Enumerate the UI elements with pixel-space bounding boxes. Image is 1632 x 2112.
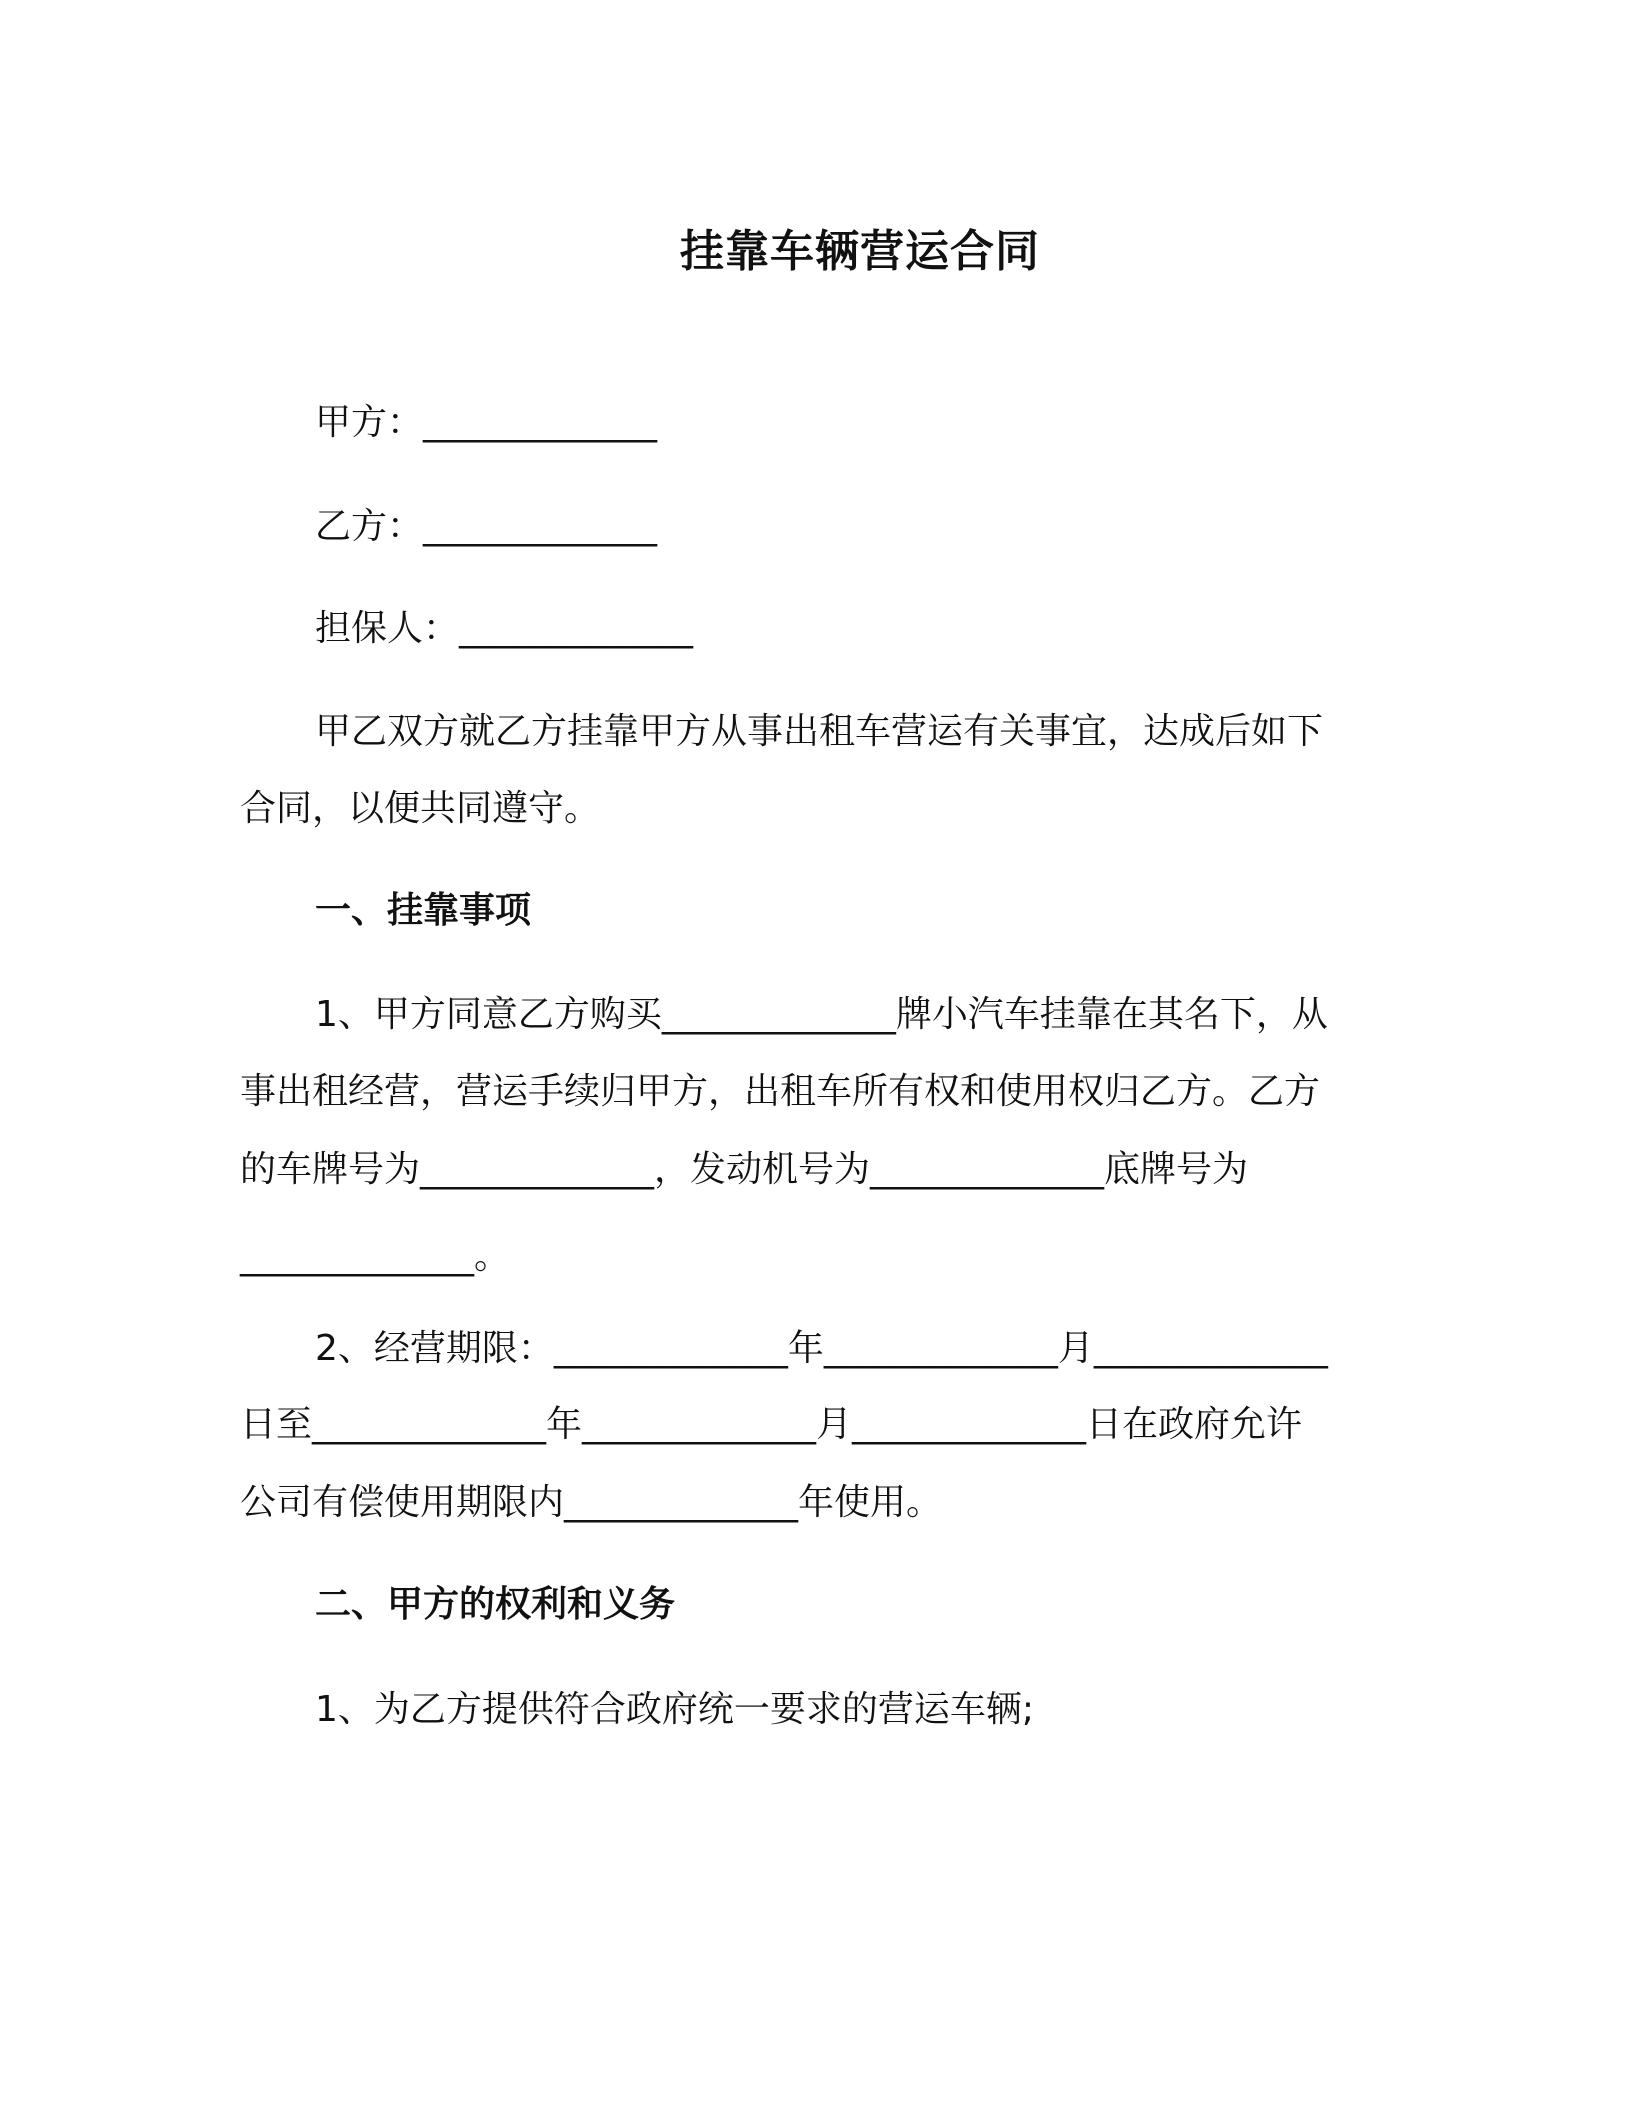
clause-1-2-line-2: 日至_____________年_____________月_____________日在政府允许 (240, 1404, 1303, 1445)
party-b-line: 乙方：_____________ (315, 506, 658, 547)
section-1-heading: 一、挂靠事项 (315, 890, 532, 931)
clause-1-1-line-4: _____________。 (240, 1236, 510, 1277)
document-title: 挂靠车辆营运合同 (680, 226, 1040, 277)
clause-1-1-line-1: 1、甲方同意乙方购买_____________牌小汽车挂靠在其名下，从 (315, 994, 1328, 1035)
clause-1-1-line-2: 事出租经营，营运手续归甲方，出租车所有权和使用权归乙方。乙方 (240, 1071, 1321, 1112)
clause-1-2-line-1: 2、经营期限：_____________年_____________月_____________ (315, 1328, 1328, 1369)
clause-1-1-line-3: 的车牌号为_____________，发动机号为_____________底牌号为 (240, 1149, 1249, 1190)
intro-line-2: 合同，以便共同遵守。 (240, 788, 601, 829)
party-a-line: 甲方：_____________ (315, 402, 658, 443)
section-2-heading: 二、甲方的权利和义务 (315, 1584, 676, 1625)
clause-2-1: 1、为乙方提供符合政府统一要求的营运车辆; (315, 1689, 1035, 1730)
intro-line-1: 甲乙双方就乙方挂靠甲方从事出租车营运有关事宜，达成后如下 (315, 711, 1324, 752)
guarantor-line: 担保人：_____________ (315, 608, 694, 649)
clause-1-2-line-3: 公司有偿使用期限内_____________年使用。 (240, 1482, 943, 1523)
